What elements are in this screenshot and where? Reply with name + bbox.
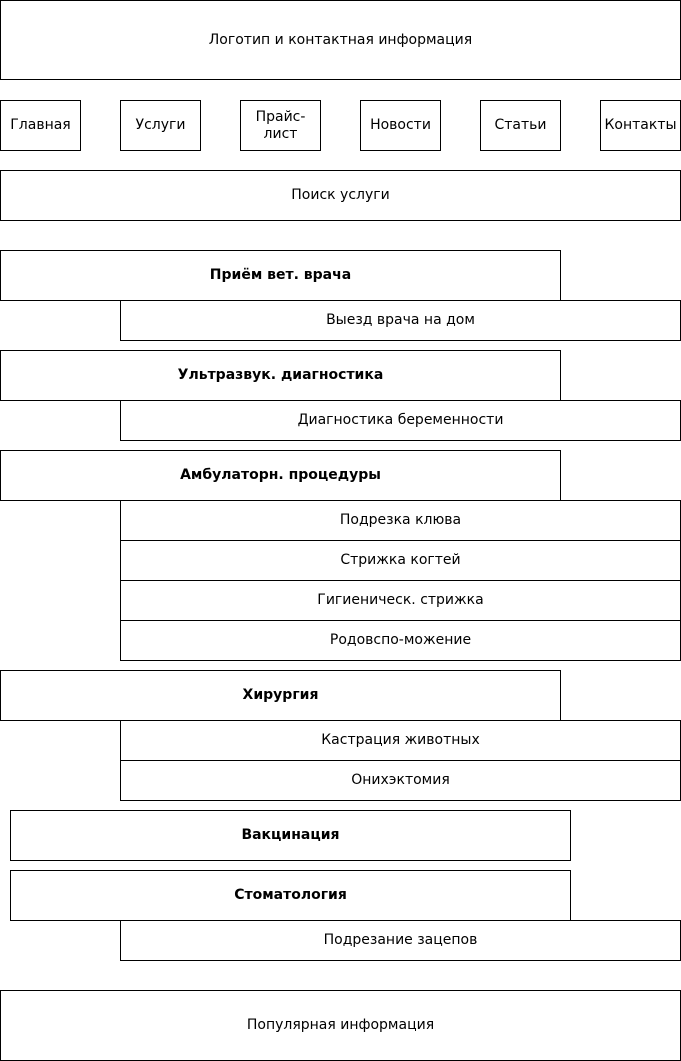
service-item-label: Стрижка когтей (340, 552, 461, 568)
service-item[interactable] (120, 620, 681, 661)
footer-text: Популярная информация (246, 1017, 435, 1033)
service-search-label: Поиск услуги (291, 187, 390, 203)
category-ultrasound[interactable] (0, 350, 561, 401)
category-title: Амбулаторн. процедуры (180, 467, 381, 483)
nav-articles-label: Статьи (494, 117, 547, 133)
nav-contacts[interactable] (600, 100, 681, 151)
service-item[interactable] (120, 540, 681, 581)
service-item-label: Родовспо-можение (329, 632, 472, 648)
category-vet-appointment[interactable] (0, 250, 561, 301)
service-item[interactable] (120, 300, 681, 341)
category-dentistry[interactable] (10, 870, 571, 921)
service-item[interactable] (120, 400, 681, 441)
service-item-label: Подрезание зацепов (323, 932, 478, 948)
nav-price-list-label: Прайс-лист (255, 108, 306, 142)
header-logo-contacts (0, 0, 681, 80)
nav-news[interactable] (360, 100, 441, 151)
service-item[interactable] (120, 580, 681, 621)
category-outpatient[interactable] (0, 450, 561, 501)
category-title: Вакцинация (241, 827, 340, 843)
nav-articles[interactable] (480, 100, 561, 151)
service-item[interactable] (120, 500, 681, 541)
category-title: Ультразвук. диагностика (177, 367, 384, 383)
service-item-label: Кастрация животных (321, 732, 480, 748)
nav-services[interactable] (120, 100, 201, 151)
category-title: Стоматология (234, 887, 347, 903)
service-item-label: Выезд врача на дом (326, 312, 475, 328)
service-item[interactable] (120, 920, 681, 961)
service-search[interactable] (0, 170, 681, 221)
category-title: Приём вет. врача (209, 267, 352, 283)
header-text: Логотип и контактная информация (208, 31, 473, 48)
footer-popular-info (0, 990, 681, 1061)
nav-services-label: Услуги (135, 117, 186, 133)
category-title: Хирургия (242, 687, 319, 703)
category-vaccination[interactable] (10, 810, 571, 861)
nav-home-label: Главная (10, 117, 71, 133)
service-item-label: Гигиеническ. стрижка (317, 592, 484, 608)
nav-home[interactable] (0, 100, 81, 151)
nav-news-label: Новости (370, 117, 431, 133)
service-item-label: Подрезка клюва (339, 512, 462, 528)
service-item-label: Онихэктомия (351, 772, 450, 788)
nav-contacts-label: Контакты (604, 117, 677, 133)
service-item[interactable] (120, 760, 681, 801)
category-surgery[interactable] (0, 670, 561, 721)
service-item[interactable] (120, 720, 681, 761)
nav-price-list[interactable] (240, 100, 321, 151)
service-item-label: Диагностика беременности (297, 412, 504, 428)
